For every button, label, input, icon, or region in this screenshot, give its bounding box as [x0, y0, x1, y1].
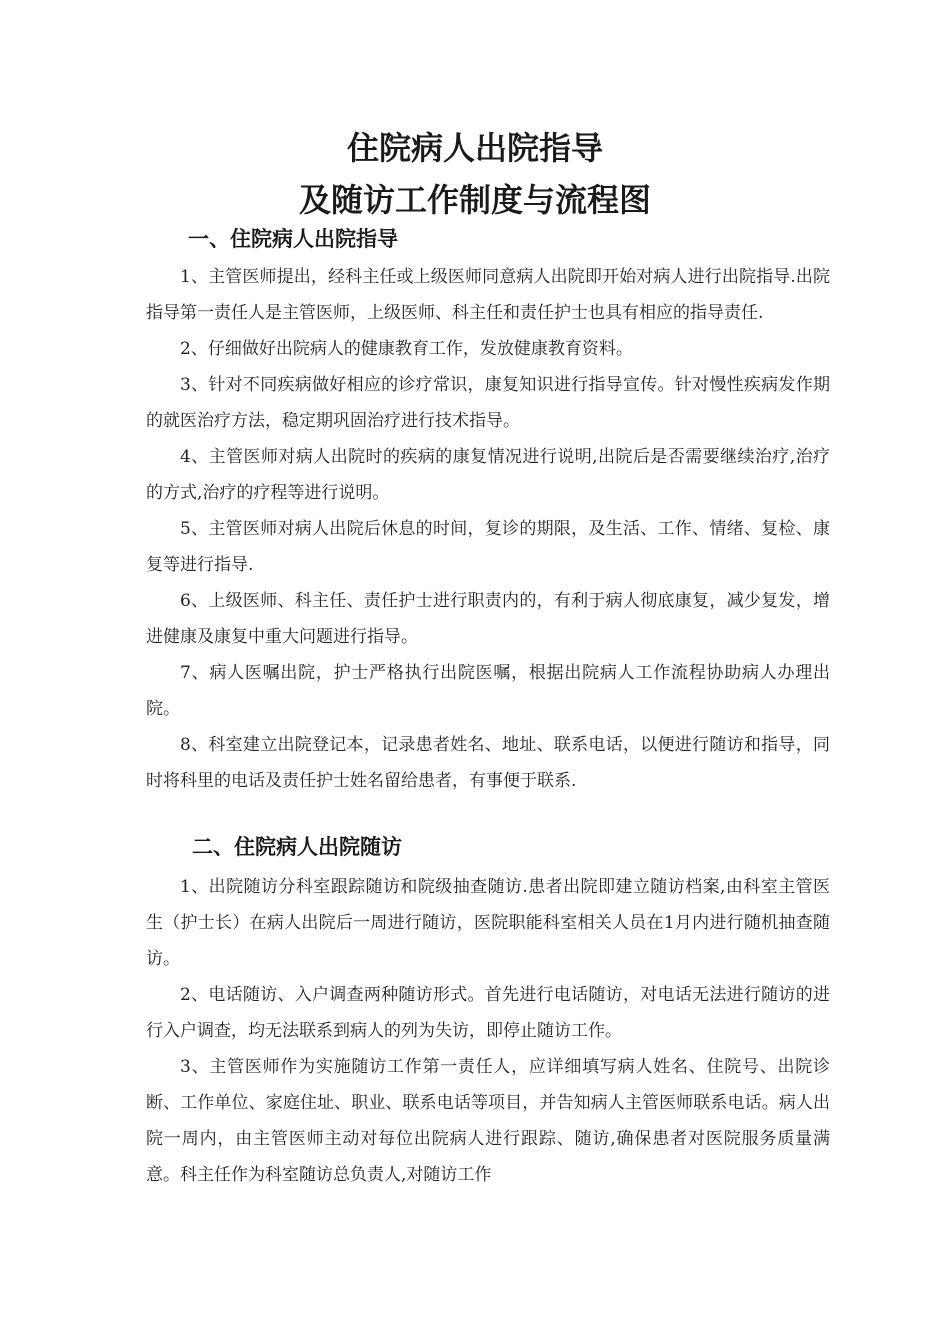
paragraph: 8、科室建立出院登记本，记录患者姓名、地址、联系电话，以便进行随访和指导，同时将科里的电话及责任护士姓名留给患者，有事便于联系. [146, 735, 830, 791]
paragraph: 2、仔细做好出院病人的健康教育工作，发放健康教育资料。 [180, 339, 633, 359]
paragraph: 4、主管医师对病人出院时的疾病的康复情况进行说明,出院后是否需要继续治疗,治疗的方式,治疗的疗程等进行说明。 [146, 447, 830, 503]
section-follow-up [146, 869, 830, 1193]
document-title-line-1: 住院病人出院指导 [346, 129, 603, 167]
document-title-line-2: 及随访工作制度与流程图 [298, 181, 651, 219]
paragraph: 3、针对不同疾病做好相应的诊疗常识，康复知识进行指导宣传。针对慢性疾病发作期的就医治疗方法，稳定期巩固治疗进行技术指导。 [146, 375, 830, 431]
paragraph: 1、出院随访分科室跟踪随访和院级抽查随访.患者出院即建立随访档案,由科室主管医生（护士长）在病人出院后一周进行随访，医院职能科室相关人员在1月内进行随机抽查随访。 [146, 877, 830, 969]
paragraph: 5、主管医师对病人出院后休息的时间，复诊的期限，及生活、工作、情绪、复检、康复等进行指导. [146, 519, 830, 575]
paragraph: 1、主管医师提出，经科主任或上级医师同意病人出院即开始对病人进行出院指导.出院指导第一责任人是主管医师，上级医师、科主任和责任护士也具有相应的指导责任. [146, 267, 830, 323]
section-heading-discharge-guidance: 一、住院病人出院指导 [188, 227, 398, 251]
paragraph: 6、上级医师、科主任、责任护士进行职责内的，有利于病人彻底康复，减少复发，增进健康及康复中重大问题进行指导。 [146, 591, 830, 647]
paragraph: 7、病人医嘱出院，护士严格执行出院医嘱，根据出院病人工作流程协助病人办理出院。 [146, 663, 830, 719]
section-discharge-guidance [146, 259, 830, 799]
paragraph: 2、电话随访、入户调查两种随访形式。首先进行电话随访，对电话无法进行随访的进行入户调查，均无法联系到病人的列为失访，即停止随访工作。 [146, 985, 830, 1041]
paragraph: 3、主管医师作为实施随访工作第一责任人，应详细填写病人姓名、住院号、出院诊断、工作单位、家庭住址、职业、联系电话等项目，并告知病人主管医师联系电话。病人出院一周内，由主管医师主动对每位出院病人进行跟踪、随访,确保患者对医院服务质量满意。科主任作为科室随访总负责人,对随访工作 [146, 1057, 830, 1185]
section-heading-follow-up: 二、住院病人出院随访 [192, 835, 402, 859]
